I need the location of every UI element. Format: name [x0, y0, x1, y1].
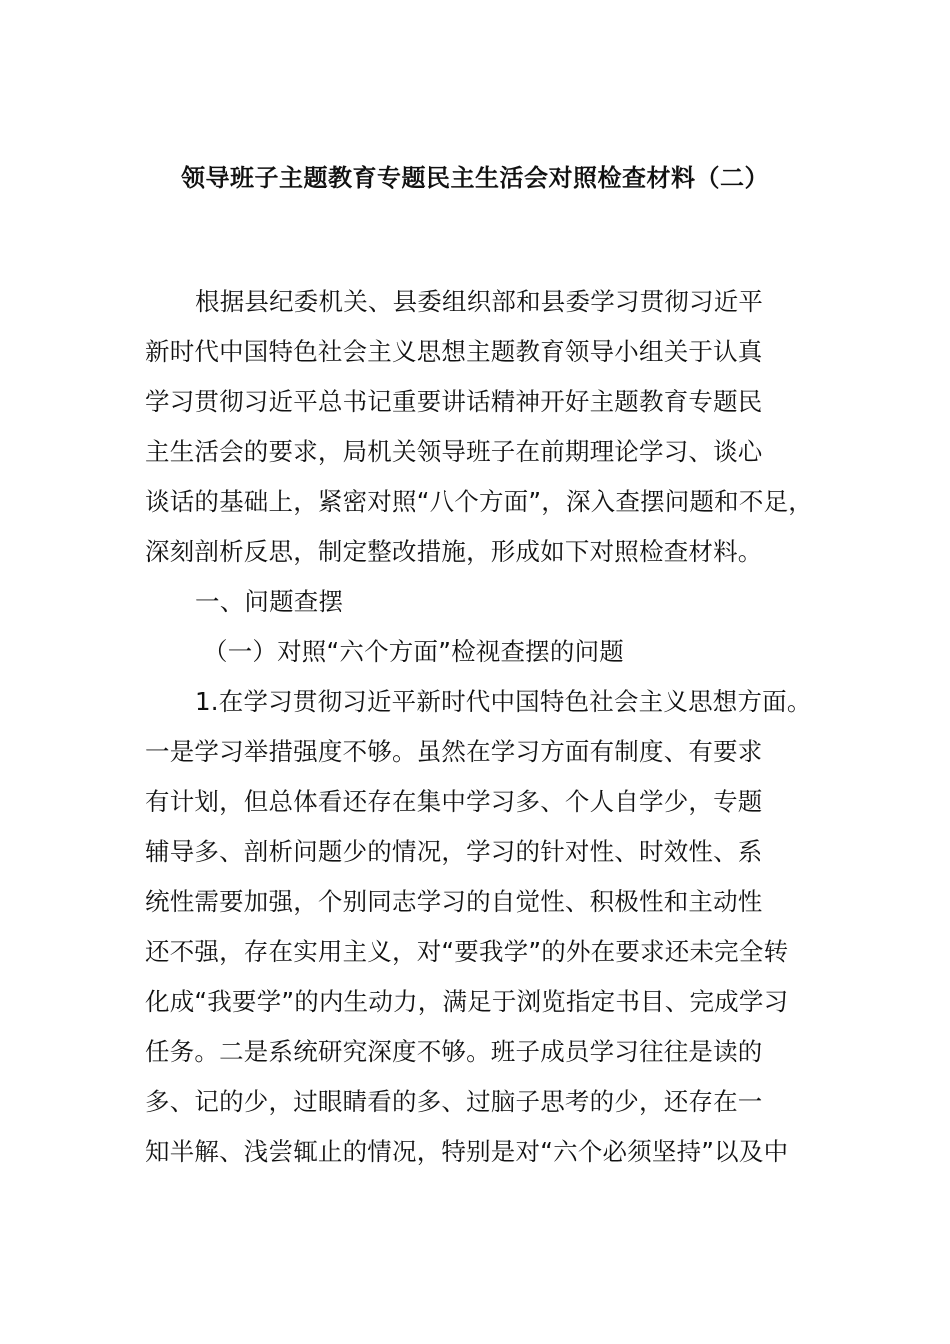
paragraph-line: 谈话的基础上，紧密对照“八个方面”，深入查摆问题和不足， — [145, 487, 813, 516]
paragraph-line: 1.在学习贯彻习近平新时代中国特色社会主义思想方面。 — [195, 687, 812, 716]
document-title: 领导班子主题教育专题民主生活会对照检查材料（二） — [181, 164, 769, 192]
section-heading: 一、问题查摆 — [195, 587, 344, 616]
paragraph-line: 根据县纪委机关、县委组织部和县委学习贯彻习近平 — [195, 287, 764, 316]
paragraph-line: 辅导多、剖析问题少的情况，学习的针对性、时效性、系 — [145, 837, 763, 866]
paragraph-line: 深刻剖析反思，制定整改措施，形成如下对照检查材料。 — [145, 537, 763, 566]
paragraph-line: 主生活会的要求，局机关领导班子在前期理论学习、谈心 — [145, 437, 763, 466]
paragraph-line: 学习贯彻习近平总书记重要讲话精神开好主题教育专题民 — [145, 387, 763, 416]
paragraph-line: 还不强，存在实用主义，对“要我学”的外在要求还未完全转 — [145, 937, 789, 966]
paragraph-line: 统性需要加强，个别同志学习的自觉性、积极性和主动性 — [145, 887, 763, 916]
paragraph-line: 有计划，但总体看还存在集中学习多、个人自学少，专题 — [145, 787, 763, 816]
paragraph-line: 任务。二是系统研究深度不够。班子成员学习往往是读的 — [145, 1037, 763, 1066]
paragraph-line: 多、记的少，过眼睛看的多、过脑子思考的少，还存在一 — [145, 1087, 763, 1116]
paragraph-line: 新时代中国特色社会主义思想主题教育领导小组关于认真 — [145, 337, 763, 366]
paragraph-line: 一是学习举措强度不够。虽然在学习方面有制度、有要求 — [145, 737, 763, 766]
paragraph-line: 知半解、浅尝辄止的情况，特别是对“六个必须坚持”以及中 — [145, 1137, 789, 1166]
subsection-heading: （一）对照“六个方面”检视查摆的问题 — [203, 637, 624, 666]
paragraph-line: 化成“我要学”的内生动力，满足于浏览指定书目、完成学习 — [145, 987, 789, 1016]
document-body — [145, 282, 835, 1182]
